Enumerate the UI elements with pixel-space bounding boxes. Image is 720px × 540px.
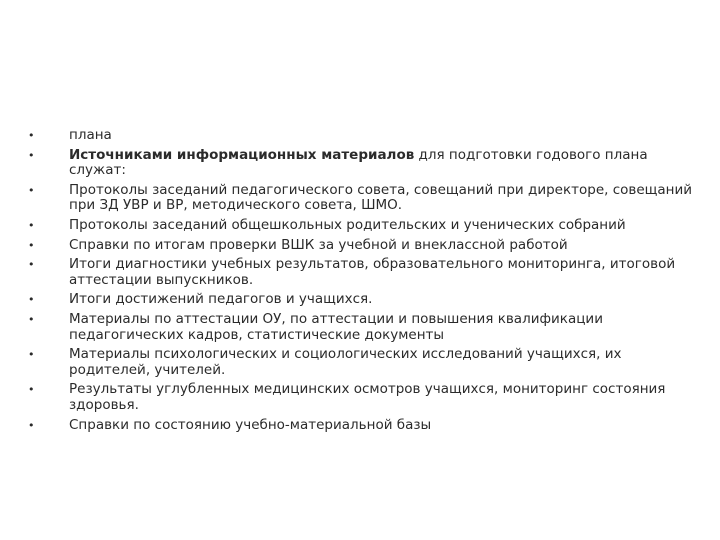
list-item-text xyxy=(69,218,698,234)
list-item xyxy=(28,312,698,343)
list-item xyxy=(28,382,698,413)
list-item xyxy=(28,183,698,214)
bullet-icon: • xyxy=(28,348,35,362)
list-item-body-text: Справки по состоянию учебно-материальной базы xyxy=(69,416,432,433)
bullet-list xyxy=(28,128,698,437)
list-item-body-text: Результаты углубленных медицинских осмотров учащихся, мониторинг состояния здоровья. xyxy=(69,381,666,413)
list-item-text xyxy=(69,238,698,254)
list-item-text xyxy=(69,292,698,308)
list-item-text xyxy=(69,382,698,413)
list-item-text xyxy=(69,128,698,144)
list-item-body-text: Протоколы заседаний общешкольных родительских и ученических собраний xyxy=(69,216,626,233)
bullet-icon: • xyxy=(28,418,35,432)
list-item-text xyxy=(69,347,698,378)
list-item-body-text: Итоги диагностики учебных результатов, образовательного мониторинга, итоговой аттестации выпускников. xyxy=(69,256,676,288)
list-item-body-text: плана xyxy=(69,127,112,143)
list-item-text xyxy=(69,183,698,214)
list-item-bold-text: Источниками информационных материалов xyxy=(69,146,415,163)
bullet-icon: • xyxy=(28,129,35,142)
list-item-body-text: Протоколы заседаний педагогического совета, совещаний при директоре, совещаний при ЗД УВР и ВР, методического совета, ШМО. xyxy=(69,181,693,214)
list-item xyxy=(28,292,698,308)
list-item xyxy=(28,218,698,234)
bullet-icon: • xyxy=(28,238,35,252)
list-item-body-text: для подготовки годового плана служат: xyxy=(69,146,648,179)
bullet-icon: • xyxy=(28,383,35,397)
list-item-text xyxy=(69,418,698,434)
list-item-body-text: Материалы психологических и социологических исследований учащихся, их родителей, учителей. xyxy=(69,346,622,378)
bullet-icon: • xyxy=(28,183,35,197)
list-item xyxy=(28,238,698,254)
bullet-icon: • xyxy=(28,293,35,307)
list-item-text xyxy=(69,257,698,288)
list-item xyxy=(28,347,698,378)
list-item xyxy=(28,418,698,434)
list-item-text xyxy=(69,148,698,179)
list-item xyxy=(28,148,698,179)
list-item-body-text: Итоги достижений педагогов и учащихся. xyxy=(69,291,373,308)
bullet-icon: • xyxy=(28,218,35,232)
list-item xyxy=(28,128,698,144)
list-item xyxy=(28,257,698,288)
list-item-text xyxy=(69,312,698,343)
bullet-icon: • xyxy=(28,148,35,162)
bullet-icon: • xyxy=(28,312,35,326)
bullet-icon: • xyxy=(28,258,35,272)
list-item-body-text: Материалы по аттестации ОУ, по аттестации и повышения квалификации педагогических кадров, статистические документы xyxy=(69,310,603,343)
list-item-body-text: Справки по итогам проверки ВШК за учебной и внеклассной работой xyxy=(69,236,568,253)
